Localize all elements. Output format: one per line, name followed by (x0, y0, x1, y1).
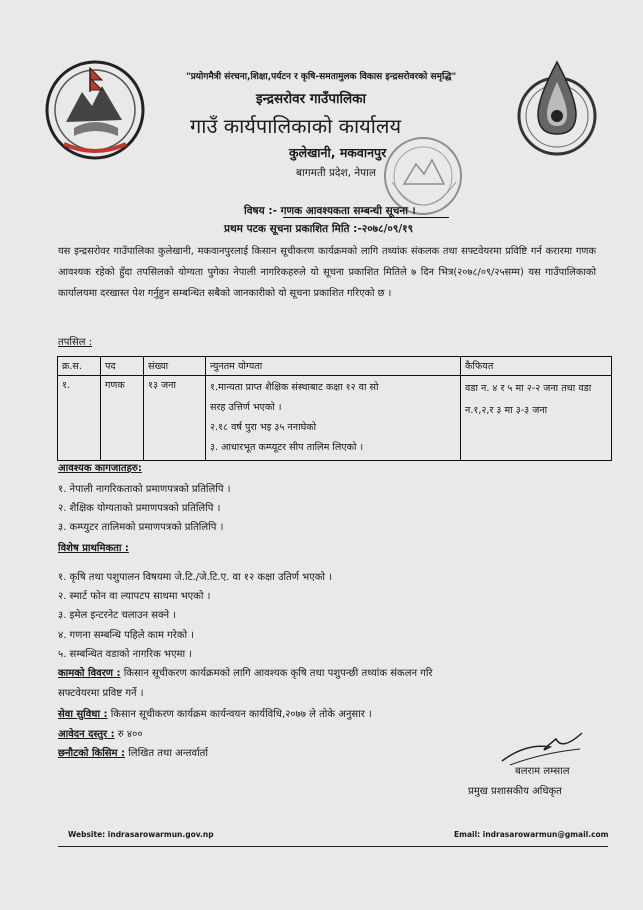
fee-label: आवेदन दस्तुर : (58, 729, 115, 740)
cell-qualification (206, 376, 461, 461)
municipality-name: इन्द्रसरोवर गाउँपालिका (256, 91, 367, 107)
signatory-name: बलराम लम्साल (515, 766, 570, 777)
subject-underline (283, 217, 449, 218)
list-item: २. स्मार्ट फोन वा ल्यापटप साथमा भएको । (58, 591, 211, 602)
nepal-emblem-icon (44, 58, 146, 162)
documents-title: आवश्यक कागजातहरु: (58, 463, 142, 474)
cell-remark (461, 376, 612, 461)
selection-text: लिखित तथा अन्तर्वार्ता (125, 748, 208, 759)
header-qualification: न्युनतम योग्यता (206, 357, 461, 376)
cell-sn: १. (58, 376, 101, 461)
municipality-logo-icon (514, 58, 600, 156)
notice-subject: विषय :- गणक आवश्यकता सम्बन्धी सूचना । (244, 205, 416, 217)
list-item: २. शैक्षिक योग्यताको प्रमाणपत्रको प्रतिलिपि । (58, 503, 221, 514)
list-item: ३. इमेल इन्टरनेट चलाउन सक्ने । (58, 610, 177, 621)
header-count: संख्या (144, 357, 206, 376)
selection-type (58, 745, 208, 759)
publish-date: प्रथम पटक सूचना प्रकाशित मिति :-२०७८/०९/१९ (224, 223, 414, 235)
table-header-row (58, 357, 612, 376)
job-description (58, 665, 433, 679)
application-fee (58, 726, 143, 740)
footer-email: Email: indrasarowarmun@gmail.com (454, 830, 609, 839)
office-title: गाउँ कार्यपालिकाको कार्यालय (190, 114, 402, 138)
job-text: किसान सूचीकरण कार्यक्रमको लागि आवश्यक कृषि तथा पशुपन्छी तथ्यांक संकलन गरि (120, 668, 433, 679)
list-item: ३. कम्प्युटर तालिमको प्रमाणपत्रको प्रतिलिपि । (58, 522, 224, 533)
details-label: तपसिल : (58, 337, 93, 348)
header-post: पद (101, 357, 144, 376)
footer-divider (58, 846, 608, 847)
service-facility (58, 706, 372, 720)
table-row (58, 376, 612, 461)
list-item: ५. सम्बन्धित वडाको नागरिक भएमा । (58, 649, 193, 660)
slogan: "प्रयोगमैत्री संरचना,शिक्षा,पर्यटन र कृषि-समतामुलक विकास इन्द्रसरोवरको समृद्धि" (186, 72, 457, 82)
list-item: १. कृषि तथा पशुपालन विषयमा जे.टि./जे.टि.ए. वा १२ कक्षा उतिर्ण भएको । (58, 572, 332, 583)
header-sn: क्र.स. (58, 357, 101, 376)
requirements-table (57, 356, 612, 461)
remark-text: वडा न. ४ र ५ मा २-२ जना तथा वडा न.१,२,र ३ मा ३-३ जना (465, 383, 592, 416)
qualification-line: सरह उत्तिर्ण भएको । (210, 402, 282, 413)
notice-paragraph: यस इन्द्रसरोवर गाउँपालिका कुलेखानी, मकवानपुरलाई किसान सूचीकरण कार्यक्रमको लागि तथ्यांक संकलक तथा सफ्टवेयरमा प्रविष्टि गर्न करारमा गणक आवश्यक रहेको हुँदा तपसिलको योग्यता पुगेका नेपाली नागरिकहरुले यो सूचना प्रकाशित मितिले ७ दिन भित्र(२०७८/०९/२५सम्म) यस गाउँपालिकाको कार्यालयमा दरखास्त पेश गर्नुहुन सम्बन्धित सबैको जानकारीको यो सूचना प्रकाशित गरिएको छ । (58, 246, 596, 299)
qualification-line: ३. आधारभूत कम्प्यूटर सीप तालिम लिएको । (210, 442, 364, 453)
cell-post: गणक (101, 376, 144, 461)
facility-text: किसान सूचीकरण कार्यक्रम कार्यन्वयन कार्यविधि,२०७७ ले तोके अनुसार । (107, 709, 372, 720)
fee-text: रु ४०० (114, 729, 143, 740)
office-location: कुलेखानी, मकवानपुर (289, 145, 387, 160)
priority-title: विशेष प्राथमिकता : (58, 543, 129, 554)
facility-label: सेवा सुविधा : (58, 709, 108, 720)
qualification-line: २.१८ वर्ष पुरा भइ ३५ ननाघेको (210, 422, 317, 433)
footer-website: Website: indrasarowarmun.gov.np (68, 830, 214, 839)
selection-label: छनौटको किसिम : (58, 748, 126, 759)
job-text-line2: सफ्टवेयरमा प्रविष्ट गर्ने । (58, 688, 144, 699)
list-item: १. नेपाली नागरिकताको प्रमाणपत्रको प्रतिलिपि । (58, 484, 231, 495)
list-item: ४. गणना सम्बन्धि पहिले काम गरेको । (58, 630, 195, 641)
header-remark: कैफियत (461, 357, 612, 376)
job-label: कामको विवरण : (58, 668, 121, 679)
province-line: बागमती प्रदेश, नेपाल (296, 167, 376, 179)
cell-count: १३ जना (144, 376, 206, 461)
signatory-title: प्रमुख प्रशासकीय अधिकृत (468, 786, 562, 797)
qualification-line: १.मान्यता प्राप्त शैक्षिक संस्थाबाट कक्षा १२ वा सो (210, 382, 379, 393)
